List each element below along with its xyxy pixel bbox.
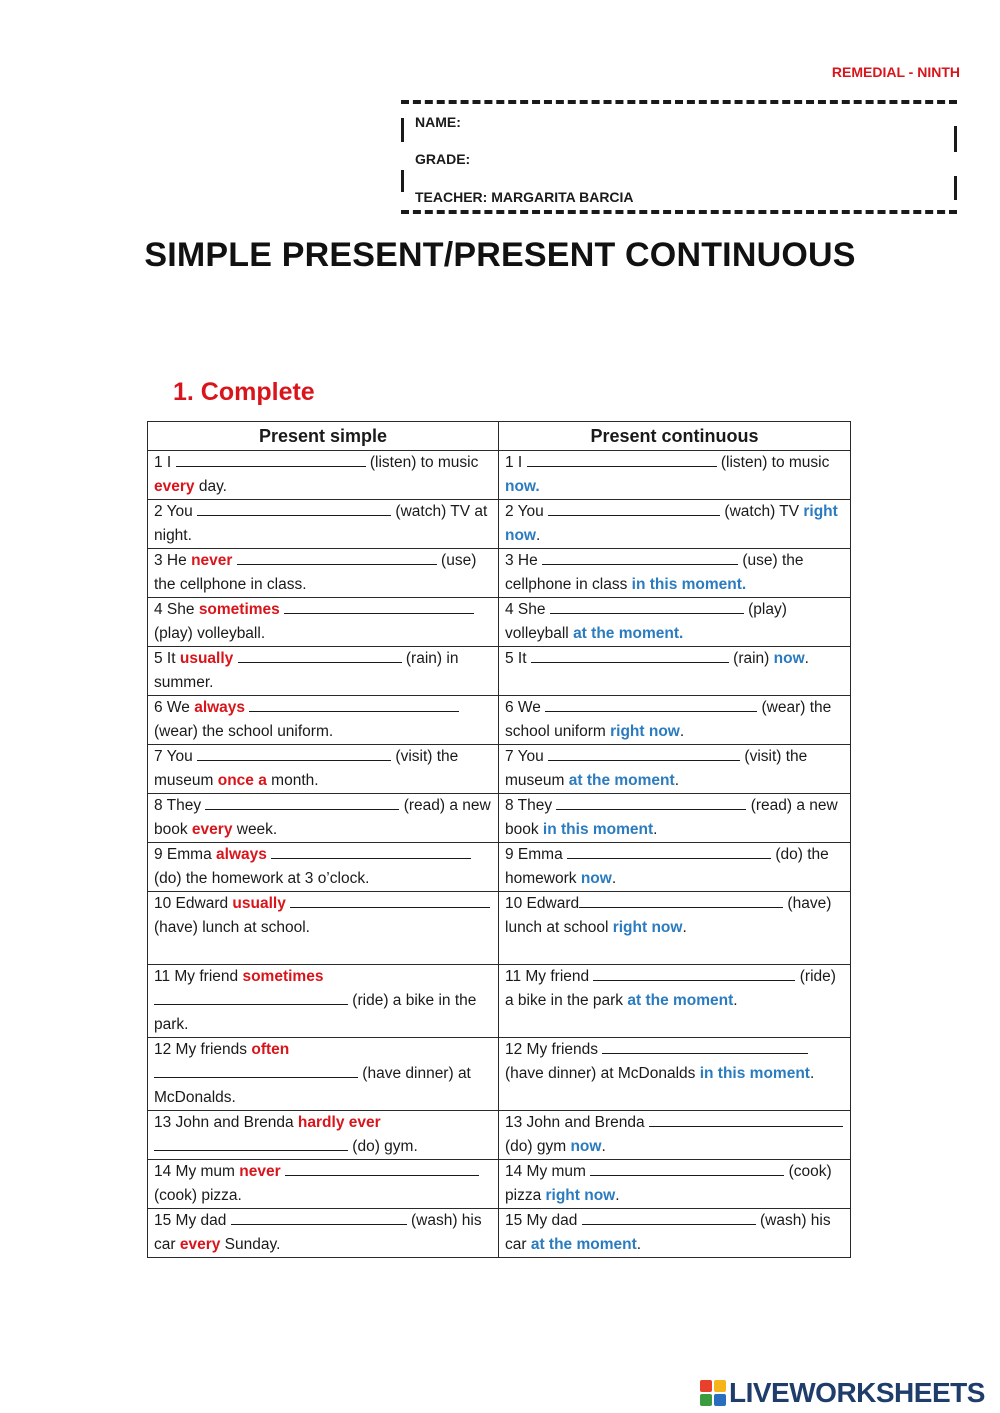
sentence-text: (do) the homework at 3 o’clock. <box>154 870 370 887</box>
sentence-text: week. <box>232 821 278 838</box>
answer-blank[interactable] <box>545 696 757 712</box>
answer-blank[interactable] <box>197 745 391 761</box>
sentence-text: . <box>804 650 809 667</box>
logo-text: LIVEWORKSHEETS <box>729 1377 985 1408</box>
time-expression-simple: usually <box>179 650 234 667</box>
sentence-text: (have) lunch at school <box>505 895 832 936</box>
answer-blank[interactable] <box>154 989 348 1005</box>
sentence-text: 1 I <box>154 454 176 471</box>
sentence-text: month. <box>266 772 319 789</box>
present-continuous-cell <box>499 794 851 843</box>
answer-blank[interactable] <box>649 1111 843 1127</box>
sentence-text: . <box>809 1065 815 1082</box>
sentence-text: 3 He <box>154 552 192 569</box>
present-simple-cell <box>148 598 499 647</box>
sentence-text: 11 My friend <box>505 968 594 985</box>
sentence-text: (read) a new book <box>505 797 838 838</box>
answer-blank[interactable] <box>249 696 459 712</box>
time-expression-simple: never <box>239 1163 281 1180</box>
sentence-text: (listen) to music <box>365 454 479 471</box>
sentence-text: 9 Emma <box>505 846 568 863</box>
sentence-text: (do) the homework <box>505 846 829 887</box>
sentence-text: (have dinner) at McDonalds. <box>154 1065 471 1106</box>
sentence-text: 8 They <box>154 797 206 814</box>
sentence-text: (have dinner) at McDonalds <box>505 1065 700 1082</box>
answer-blank[interactable] <box>527 451 717 467</box>
sentence-text: 13 John and Brenda <box>154 1114 298 1131</box>
time-expression-continuous: at the moment <box>568 772 675 789</box>
table-row <box>148 549 851 598</box>
sentence-text: (ride) a bike in the park <box>505 968 836 1009</box>
time-expression-continuous: now <box>580 870 612 887</box>
time-expression-simple: sometimes <box>198 601 280 618</box>
remedial-tag: REMEDIAL - NINTH <box>831 64 960 80</box>
present-continuous-cell <box>499 745 851 794</box>
time-expression-simple: always <box>194 699 246 716</box>
sentence-text: 8 They <box>505 797 557 814</box>
sentence-text: (wash) his car <box>505 1212 831 1253</box>
sentence-text: 7 You <box>154 748 198 765</box>
table-row <box>148 500 851 549</box>
time-expression-continuous: in this moment. <box>631 576 747 593</box>
time-expression-continuous: now <box>773 650 805 667</box>
time-expression-simple: always <box>216 846 267 863</box>
answer-blank[interactable] <box>548 500 720 516</box>
sentence-text: 13 John and Brenda <box>505 1114 649 1131</box>
sentence-text: (do) gym <box>505 1138 571 1155</box>
sentence-text: (use) the cellphone in class <box>505 552 804 593</box>
answer-blank[interactable] <box>542 549 738 565</box>
answer-blank[interactable] <box>154 1062 358 1078</box>
table-row <box>148 647 851 696</box>
table-row <box>148 598 851 647</box>
answer-blank[interactable] <box>176 451 366 467</box>
present-continuous-cell <box>499 549 851 598</box>
sentence-text: (rain) <box>728 650 774 667</box>
sentence-text: 5 It <box>154 650 180 667</box>
sentence-text: 6 We <box>505 699 546 716</box>
time-expression-simple: often <box>251 1041 290 1058</box>
time-expression-continuous: in this moment <box>699 1065 810 1082</box>
present-continuous-cell <box>499 1160 851 1209</box>
present-simple-cell <box>148 965 499 1038</box>
present-simple-cell <box>148 451 499 500</box>
present-continuous-cell <box>499 1038 851 1111</box>
present-continuous-cell <box>499 1209 851 1258</box>
sentence-text: (do) gym. <box>348 1138 418 1155</box>
sentence-text: (watch) TV at night. <box>154 503 488 544</box>
present-simple-cell <box>148 1111 499 1160</box>
answer-blank[interactable] <box>602 1038 808 1054</box>
grade-label: GRADE: <box>415 151 471 167</box>
sentence-text: . <box>674 772 679 789</box>
sentence-text: 14 My mum <box>154 1163 240 1180</box>
sentence-text: (play) volleyball <box>505 601 787 642</box>
student-info-box <box>401 100 957 214</box>
sentence-text: 10 Edward <box>505 895 580 912</box>
section-title: 1. Complete <box>173 378 315 406</box>
sentence-text: (listen) to music <box>716 454 830 471</box>
sentence-text: (ride) a bike in the park. <box>154 992 477 1033</box>
sentence-text: (cook) pizza <box>505 1163 832 1204</box>
time-expression-simple: every <box>191 821 233 838</box>
sentence-text: day. <box>194 478 227 495</box>
time-expression-simple: every <box>154 478 195 495</box>
table-row <box>148 965 851 1038</box>
time-expression-simple: every <box>179 1236 221 1253</box>
sentence-text: 2 You <box>505 503 549 520</box>
time-expression-simple: hardly ever <box>297 1114 381 1131</box>
answer-blank[interactable] <box>237 549 437 565</box>
present-simple-cell <box>148 1209 499 1258</box>
answer-blank[interactable] <box>550 598 744 614</box>
sentence-text: 4 She <box>154 601 199 618</box>
answer-blank[interactable] <box>285 1160 479 1176</box>
answer-blank[interactable] <box>154 1135 348 1151</box>
sentence-text: (visit) the museum <box>154 748 459 789</box>
time-expression-continuous: in this moment <box>542 821 654 838</box>
sentence-text: . <box>733 992 738 1009</box>
answer-blank[interactable] <box>197 500 391 516</box>
table-row <box>148 1160 851 1209</box>
sentence-text: 6 We <box>154 699 195 716</box>
present-simple-cell <box>148 696 499 745</box>
present-simple-cell <box>148 745 499 794</box>
liveworksheets-logo <box>700 1377 985 1409</box>
sentence-text: . <box>615 1187 620 1204</box>
table-row <box>148 451 851 500</box>
sentence-text: . <box>682 919 687 936</box>
logo-mark-icon <box>700 1380 726 1406</box>
sentence-text: (wash) his car <box>154 1212 482 1253</box>
time-expression-simple: once a <box>217 772 267 789</box>
name-label: NAME: <box>415 114 461 130</box>
present-simple-cell <box>148 892 499 965</box>
present-continuous-cell <box>499 696 851 745</box>
present-simple-cell <box>148 500 499 549</box>
sentence-text: (cook) pizza. <box>154 1187 242 1204</box>
table-row <box>148 794 851 843</box>
present-simple-cell <box>148 1160 499 1209</box>
sentence-text: (use) the cellphone in class. <box>154 552 477 593</box>
answer-blank[interactable] <box>590 1160 784 1176</box>
table-header-row <box>148 422 851 451</box>
time-expression-continuous: at the moment. <box>573 625 684 642</box>
sentence-text: (wear) the school uniform <box>505 699 832 740</box>
sentence-text: 2 You <box>154 503 198 520</box>
sentence-text: . <box>536 527 541 544</box>
sentence-text: (wear) the school uniform. <box>154 723 334 740</box>
present-simple-cell <box>148 843 499 892</box>
sentence-text: 1 I <box>505 454 527 471</box>
sentence-text: . <box>611 870 617 887</box>
answer-blank[interactable] <box>531 647 729 663</box>
sentence-text: 14 My mum <box>505 1163 591 1180</box>
time-expression-simple: sometimes <box>242 968 324 985</box>
column-header-present-continuous: Present continuous <box>499 422 851 451</box>
answer-blank[interactable] <box>593 965 795 981</box>
answer-blank[interactable] <box>271 843 471 859</box>
sentence-text: . <box>636 1236 642 1253</box>
present-continuous-cell <box>499 843 851 892</box>
time-expression-simple: never <box>191 552 233 569</box>
present-continuous-cell <box>499 500 851 549</box>
answer-blank[interactable] <box>556 794 746 810</box>
table-row <box>148 892 851 965</box>
present-continuous-cell <box>499 647 851 696</box>
table-row <box>148 696 851 745</box>
sentence-text: (watch) TV <box>720 503 804 520</box>
present-continuous-cell <box>499 1111 851 1160</box>
answer-blank[interactable] <box>548 745 740 761</box>
answer-blank[interactable] <box>582 1209 756 1225</box>
sentence-text: (rain) in summer. <box>154 650 459 691</box>
sentence-text: (have) lunch at school. <box>154 919 310 936</box>
time-expression-simple: usually <box>232 895 286 912</box>
sentence-text: 10 Edward <box>154 895 233 912</box>
present-continuous-cell <box>499 451 851 500</box>
sentence-text: Sunday. <box>220 1236 281 1253</box>
time-expression-continuous: now <box>570 1138 602 1155</box>
sentence-text: (play) volleyball. <box>154 625 266 642</box>
sentence-text: 12 My friends <box>505 1041 603 1058</box>
sentence-text: 15 My dad <box>505 1212 582 1229</box>
present-simple-cell <box>148 647 499 696</box>
table-row <box>148 1038 851 1111</box>
time-expression-continuous: at the moment <box>530 1236 637 1253</box>
sentence-text: 15 My dad <box>154 1212 231 1229</box>
answer-blank[interactable] <box>284 598 474 614</box>
sentence-text: (visit) the museum <box>505 748 808 789</box>
column-header-present-simple: Present simple <box>148 422 499 451</box>
time-expression-continuous: now. <box>505 478 540 495</box>
sentence-text: (read) a new book <box>154 797 491 838</box>
page-title: SIMPLE PRESENT/PRESENT CONTINUOUS <box>144 236 856 274</box>
teacher-label: TEACHER: MARGARITA BARCIA <box>415 189 634 205</box>
answer-blank[interactable] <box>290 892 490 908</box>
sentence-text: 9 Emma <box>154 846 217 863</box>
exercise-table <box>147 421 851 1258</box>
time-expression-continuous: right now <box>505 503 838 544</box>
sentence-text: . <box>679 723 685 740</box>
answer-blank[interactable] <box>205 794 399 810</box>
present-simple-cell <box>148 1038 499 1111</box>
present-continuous-cell <box>499 892 851 965</box>
table-row <box>148 1209 851 1258</box>
present-continuous-cell <box>499 598 851 647</box>
answer-blank[interactable] <box>238 647 402 663</box>
table-row <box>148 843 851 892</box>
sentence-text: 11 My friend <box>154 968 243 985</box>
sentence-text: 5 It <box>505 650 531 667</box>
table-row <box>148 745 851 794</box>
sentence-text: 7 You <box>505 748 549 765</box>
present-simple-cell <box>148 549 499 598</box>
time-expression-continuous: right now <box>610 723 680 740</box>
sentence-text: 4 She <box>505 601 550 618</box>
answer-blank[interactable] <box>567 843 771 859</box>
sentence-text: . <box>601 1138 606 1155</box>
sentence-text: . <box>653 821 658 838</box>
answer-blank[interactable] <box>231 1209 407 1225</box>
sentence-text: 12 My friends <box>154 1041 252 1058</box>
present-simple-cell <box>148 794 499 843</box>
time-expression-continuous: right now <box>612 919 683 936</box>
sentence-text: 3 He <box>505 552 543 569</box>
table-row <box>148 1111 851 1160</box>
present-continuous-cell <box>499 965 851 1038</box>
time-expression-continuous: right now <box>545 1187 616 1204</box>
time-expression-continuous: at the moment <box>627 992 734 1009</box>
answer-blank[interactable] <box>579 892 783 908</box>
